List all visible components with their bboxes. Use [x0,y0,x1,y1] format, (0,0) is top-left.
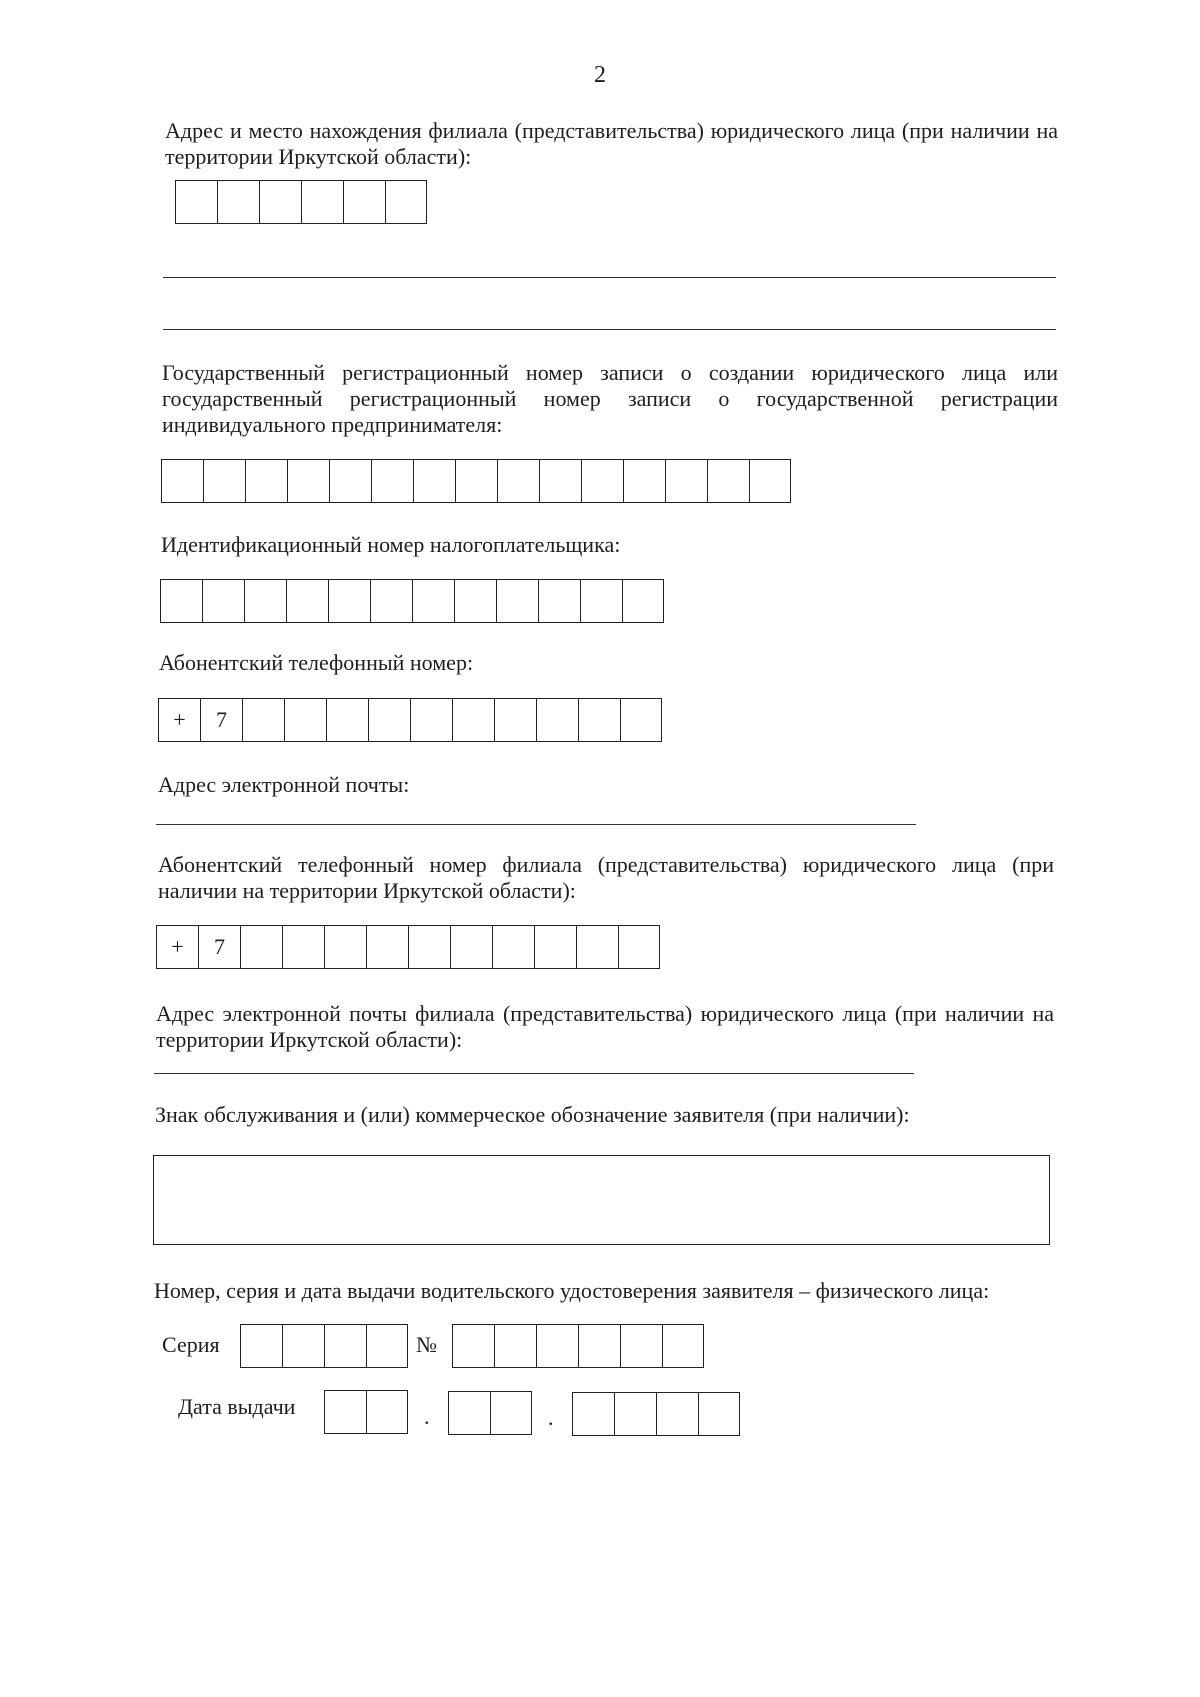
postcode-cell[interactable] [385,180,427,224]
branch-phone-cell[interactable] [450,925,492,969]
postcode-cell[interactable] [217,180,259,224]
year-cell[interactable] [614,1392,656,1436]
license-number-cell[interactable] [620,1324,662,1368]
ogrn-cell[interactable] [455,459,497,503]
branch-phone-label [158,852,1054,904]
branch-phone-cell[interactable] [576,925,618,969]
phone-cell[interactable] [368,698,410,742]
license-number-cell[interactable] [494,1324,536,1368]
service-mark-box[interactable] [153,1155,1050,1245]
branch-phone-boxes [156,925,660,969]
branch-address-line-2[interactable] [163,329,1056,330]
series-cell[interactable] [366,1324,408,1368]
inn-cell[interactable] [622,579,664,623]
inn-boxes [160,579,664,623]
inn-cell[interactable] [412,579,454,623]
phone-boxes [158,698,662,742]
phone-cell[interactable] [410,698,452,742]
inn-cell[interactable] [244,579,286,623]
branch-phone-cell[interactable]: 7 [198,925,240,969]
ogrn-cell[interactable] [539,459,581,503]
branch-phone-label-line1: Абонентский телефонный номер филиала (представительства) юридического лица (при [158,852,1054,877]
branch-phone-cell[interactable] [492,925,534,969]
year-cell[interactable] [572,1392,614,1436]
day-cell[interactable] [366,1390,408,1434]
ogrn-cell[interactable] [161,459,203,503]
branch-address-label-line1: Адрес и место нахождения филиала (представительства) юридического лица (при наличии на [165,118,1058,143]
series-boxes [240,1324,408,1368]
issue-year-boxes [572,1392,740,1436]
date-separator: . [424,1404,430,1429]
ogrn-cell[interactable] [623,459,665,503]
inn-cell[interactable] [160,579,202,623]
license-number-boxes [452,1324,704,1368]
inn-cell[interactable] [580,579,622,623]
branch-phone-cell[interactable] [282,925,324,969]
state-reg-label-line1: Государственный регистрационный номер записи о создании юридического лица или [162,360,1058,385]
phone-cell[interactable] [494,698,536,742]
inn-cell[interactable] [454,579,496,623]
phone-cell[interactable] [284,698,326,742]
inn-cell[interactable] [328,579,370,623]
branch-phone-cell[interactable] [240,925,282,969]
branch-email-label [156,1001,1054,1053]
postcode-cell[interactable] [343,180,385,224]
phone-label: Абонентский телефонный номер: [159,650,474,675]
postcode-cell[interactable] [259,180,301,224]
phone-cell[interactable] [578,698,620,742]
branch-phone-label-line2: наличии на территории Иркутской области): [158,878,576,903]
state-reg-number-label [162,360,1058,438]
issue-day-boxes [324,1390,408,1434]
service-mark-label: Знак обслуживания и (или) коммерческое обозначение заявителя (при наличии): [155,1102,910,1127]
license-number-cell[interactable] [536,1324,578,1368]
license-number-cell[interactable] [578,1324,620,1368]
state-reg-number-boxes [161,459,791,503]
ogrn-cell[interactable] [707,459,749,503]
inn-cell[interactable] [202,579,244,623]
email-label: Адрес электронной почты: [158,772,410,797]
ogrn-cell[interactable] [329,459,371,503]
phone-cell[interactable]: + [158,698,200,742]
issue-month-boxes [448,1391,532,1435]
branch-phone-cell[interactable] [618,925,660,969]
branch-email-label-line1: Адрес электронной почты филиала (представительства) юридического лица (при наличии на [156,1001,1054,1026]
email-input-line[interactable] [156,824,916,825]
series-label: Серия [162,1332,220,1357]
phone-cell[interactable]: 7 [200,698,242,742]
postcode-cell[interactable] [301,180,343,224]
day-cell[interactable] [324,1390,366,1434]
branch-phone-cell[interactable] [408,925,450,969]
date-separator: . [548,1405,554,1430]
driver-license-label: Номер, серия и дата выдачи водительского удостоверения заявителя – физического лица: [154,1278,990,1303]
branch-phone-cell[interactable] [324,925,366,969]
number-sign-label: № [416,1332,437,1357]
state-reg-label-line3: индивидуального предпринимателя: [162,412,503,437]
phone-cell[interactable] [326,698,368,742]
branch-email-label-line2: территории Иркутской области): [156,1027,463,1052]
inn-cell[interactable] [496,579,538,623]
year-cell[interactable] [656,1392,698,1436]
ogrn-cell[interactable] [581,459,623,503]
inn-cell[interactable] [538,579,580,623]
ogrn-cell[interactable] [749,459,791,503]
branch-email-input-line[interactable] [154,1073,914,1074]
license-number-cell[interactable] [452,1324,494,1368]
series-cell[interactable] [324,1324,366,1368]
ogrn-cell[interactable] [497,459,539,503]
ogrn-cell[interactable] [287,459,329,503]
ogrn-cell[interactable] [203,459,245,503]
license-number-cell[interactable] [662,1324,704,1368]
page-number: 2 [594,62,606,88]
branch-phone-cell[interactable]: + [156,925,198,969]
branch-address-line-1[interactable] [163,277,1056,278]
ogrn-cell[interactable] [413,459,455,503]
branch-address-label [165,118,1058,170]
branch-postcode-boxes [175,180,427,224]
phone-cell[interactable] [620,698,662,742]
postcode-cell[interactable] [175,180,217,224]
ogrn-cell[interactable] [665,459,707,503]
branch-address-label-line2: территории Иркутской области): [165,144,472,169]
ogrn-cell[interactable] [371,459,413,503]
month-cell[interactable] [490,1391,532,1435]
month-cell[interactable] [448,1391,490,1435]
series-cell[interactable] [240,1324,282,1368]
phone-cell[interactable] [242,698,284,742]
ogrn-cell[interactable] [245,459,287,503]
branch-phone-cell[interactable] [366,925,408,969]
inn-cell[interactable] [370,579,412,623]
inn-label: Идентификационный номер налогоплательщика: [161,532,621,557]
year-cell[interactable] [698,1392,740,1436]
series-cell[interactable] [282,1324,324,1368]
state-reg-label-line2: государственный регистрационный номер записи о государственной регистрации [162,386,1058,411]
phone-cell[interactable] [452,698,494,742]
branch-phone-cell[interactable] [534,925,576,969]
issue-date-label: Дата выдачи [178,1394,296,1419]
phone-cell[interactable] [536,698,578,742]
inn-cell[interactable] [286,579,328,623]
